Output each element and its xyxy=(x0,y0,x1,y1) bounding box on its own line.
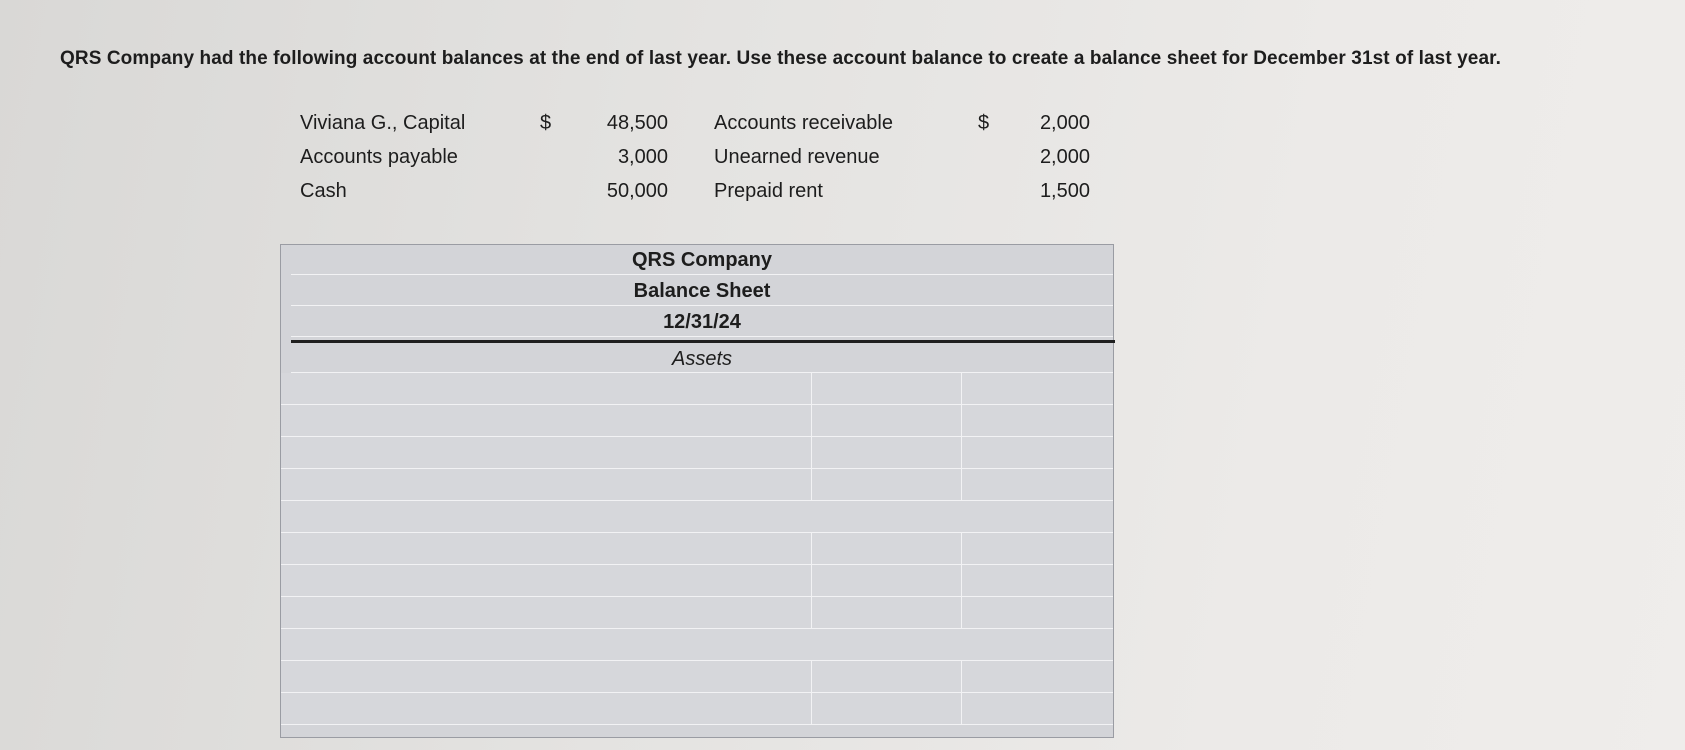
account-cell[interactable] xyxy=(281,661,811,692)
account-cell[interactable] xyxy=(281,597,811,628)
account-amount: 48,500 xyxy=(606,112,668,134)
total-cell[interactable] xyxy=(961,565,1113,596)
account-cell[interactable] xyxy=(281,693,811,724)
balance-row xyxy=(300,146,1120,180)
balance-row xyxy=(300,180,1120,214)
table-row xyxy=(281,469,1113,501)
total-cell[interactable] xyxy=(961,661,1113,692)
total-cell[interactable] xyxy=(961,533,1113,564)
balance-sheet-table xyxy=(280,244,1114,738)
account-name: Accounts receivable xyxy=(714,112,893,134)
section-heading-cell[interactable] xyxy=(281,501,1113,532)
account-name: Unearned revenue xyxy=(714,146,880,168)
table-row xyxy=(281,533,1113,565)
account-cell[interactable] xyxy=(281,565,811,596)
statement-date: 12/31/24 xyxy=(291,307,1113,337)
dollar-sign: $ xyxy=(978,112,990,134)
account-name: Viviana G., Capital xyxy=(300,112,466,134)
section-heading-cell[interactable] xyxy=(281,629,1113,660)
table-row xyxy=(281,597,1113,629)
account-amount: 3,000 xyxy=(617,146,668,168)
amount-cell[interactable] xyxy=(811,373,961,404)
total-cell[interactable] xyxy=(961,693,1113,724)
table-row xyxy=(281,565,1113,597)
amount-cell[interactable] xyxy=(811,565,961,596)
total-cell[interactable] xyxy=(961,469,1113,500)
balance-row xyxy=(300,112,1120,146)
account-cell[interactable] xyxy=(281,405,811,436)
section-heading-row xyxy=(281,501,1113,533)
total-cell[interactable] xyxy=(961,405,1113,436)
account-amount: 2,000 xyxy=(1039,112,1090,134)
amount-cell[interactable] xyxy=(811,533,961,564)
amount-cell[interactable] xyxy=(811,661,961,692)
table-row xyxy=(281,405,1113,437)
account-balances-list xyxy=(300,112,1120,222)
account-name: Prepaid rent xyxy=(714,180,823,202)
account-cell[interactable] xyxy=(281,533,811,564)
assets-section-heading: Assets xyxy=(291,343,1113,373)
amount-cell[interactable] xyxy=(811,597,961,628)
amount-cell[interactable] xyxy=(811,405,961,436)
total-cell[interactable] xyxy=(961,597,1113,628)
amount-cell[interactable] xyxy=(811,437,961,468)
section-heading-row xyxy=(281,629,1113,661)
table-row xyxy=(281,661,1113,693)
account-amount: 1,500 xyxy=(1039,180,1090,202)
account-amount: 50,000 xyxy=(606,180,668,202)
table-row xyxy=(281,693,1113,725)
table-row xyxy=(281,373,1113,405)
account-name: Accounts payable xyxy=(300,146,458,168)
company-name: QRS Company xyxy=(291,245,1113,275)
account-amount: 2,000 xyxy=(1039,146,1090,168)
question-prompt: QRS Company had the following account balances at the end of last year. Use these account balance to create a balance sheet for December 31st of last year. xyxy=(60,48,1501,69)
amount-cell[interactable] xyxy=(811,469,961,500)
account-cell[interactable] xyxy=(281,373,811,404)
account-cell[interactable] xyxy=(281,469,811,500)
total-cell[interactable] xyxy=(961,373,1113,404)
account-name: Cash xyxy=(300,180,347,202)
total-cell[interactable] xyxy=(961,437,1113,468)
dollar-sign: $ xyxy=(540,112,552,134)
table-row xyxy=(281,437,1113,469)
account-cell[interactable] xyxy=(281,437,811,468)
amount-cell[interactable] xyxy=(811,693,961,724)
statement-title: Balance Sheet xyxy=(291,276,1113,306)
